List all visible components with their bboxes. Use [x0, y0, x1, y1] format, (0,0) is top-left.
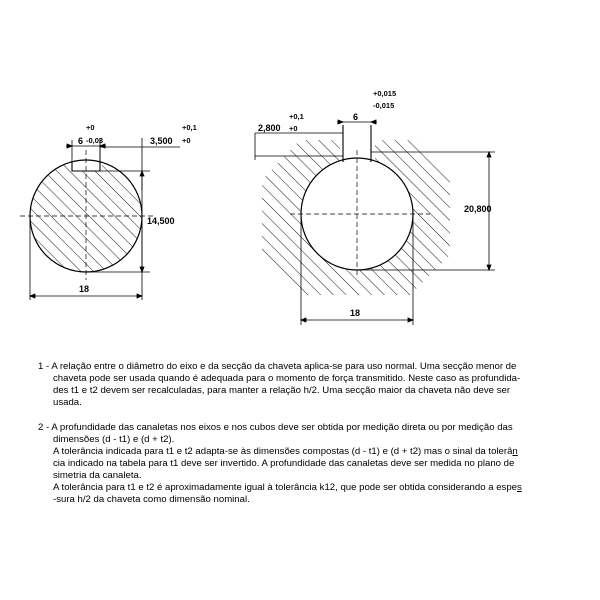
shaft-depth: 3,500 — [150, 136, 173, 146]
hub-depth-tol-lower: +0 — [289, 124, 298, 133]
note-2-line-3-text: A tolerância indicada para t1 e t2 adapta-se às dimensões compostas (d - t1) e (d + t2) mas o sinal da tolerâ — [53, 446, 513, 457]
shaft-depth-tol-upper: +0,1 — [182, 123, 197, 132]
shaft-key-tol-upper: +0 — [86, 123, 95, 132]
shaft-key-tol-lower: -0,03 — [86, 136, 104, 145]
note-1-line-3: des t1 e t2 devem ser recalculadas, para manter a relação h/2. Uma secção maior da chaveta não deve ser — [53, 385, 511, 396]
hub-key-width: 6 — [353, 112, 359, 122]
note-2-line-3 — [38, 446, 558, 458]
shaft-depth-tol-lower: +0 — [182, 136, 191, 145]
hub-key-tol-upper: +0,015 — [373, 89, 397, 98]
note-2-line-1: 2 - A profundidade das canaletas nos eixos e nos cubos deve ser obtida por medição direta ou por medição das — [38, 422, 513, 433]
note-1-line-2: chaveta pode ser usada quando é adequada para o momento de força transmitido. Neste caso as profundida- — [53, 373, 521, 384]
hub-hatch — [255, 125, 455, 300]
note-1-line-4: usada. — [53, 397, 82, 408]
note-2-line-6-underlined: s — [517, 482, 522, 493]
shaft-section — [20, 123, 197, 300]
note-2-line-4: cia indicado na tabela para t1 deve ser invertido. A profundidade das canaletas deve ser medida no plano de — [53, 458, 515, 469]
hub-diameter: 18 — [350, 308, 361, 318]
hub-key-tol-lower: -0,015 — [373, 101, 395, 110]
shaft-height: 14,500 — [147, 216, 175, 226]
note-2-line-6-text: A tolerância para t1 e t2 é aproximadamente igual à tolerância k12, que pode ser obtida considerando a espe — [53, 482, 518, 493]
note-2-line-3-underlined: n — [512, 446, 518, 457]
note-1 — [38, 361, 558, 409]
note-2-line-7: -sura h/2 da chaveta como dimensão nominal. — [53, 494, 250, 505]
notes — [38, 361, 558, 519]
note-1-line-1: 1 - A relação entre o diâmetro do eixo e da secção da chaveta aplica-se para uso normal. Uma secção menor de — [38, 361, 517, 372]
note-2-line-6 — [38, 482, 558, 494]
note-2-line-5: simetria da canaleta. — [53, 470, 142, 481]
shaft-key-width: 6 — [78, 136, 84, 146]
shaft-diameter: 18 — [79, 284, 90, 294]
hub-height: 20,800 — [464, 204, 492, 214]
hub-depth-tol-upper: +0,1 — [289, 112, 304, 121]
note-2 — [38, 422, 558, 506]
hub-section — [255, 89, 495, 325]
hub-depth: 2,800 — [258, 123, 281, 133]
note-2-line-2: dimensões (d - t1) e (d + t2). — [53, 434, 175, 445]
